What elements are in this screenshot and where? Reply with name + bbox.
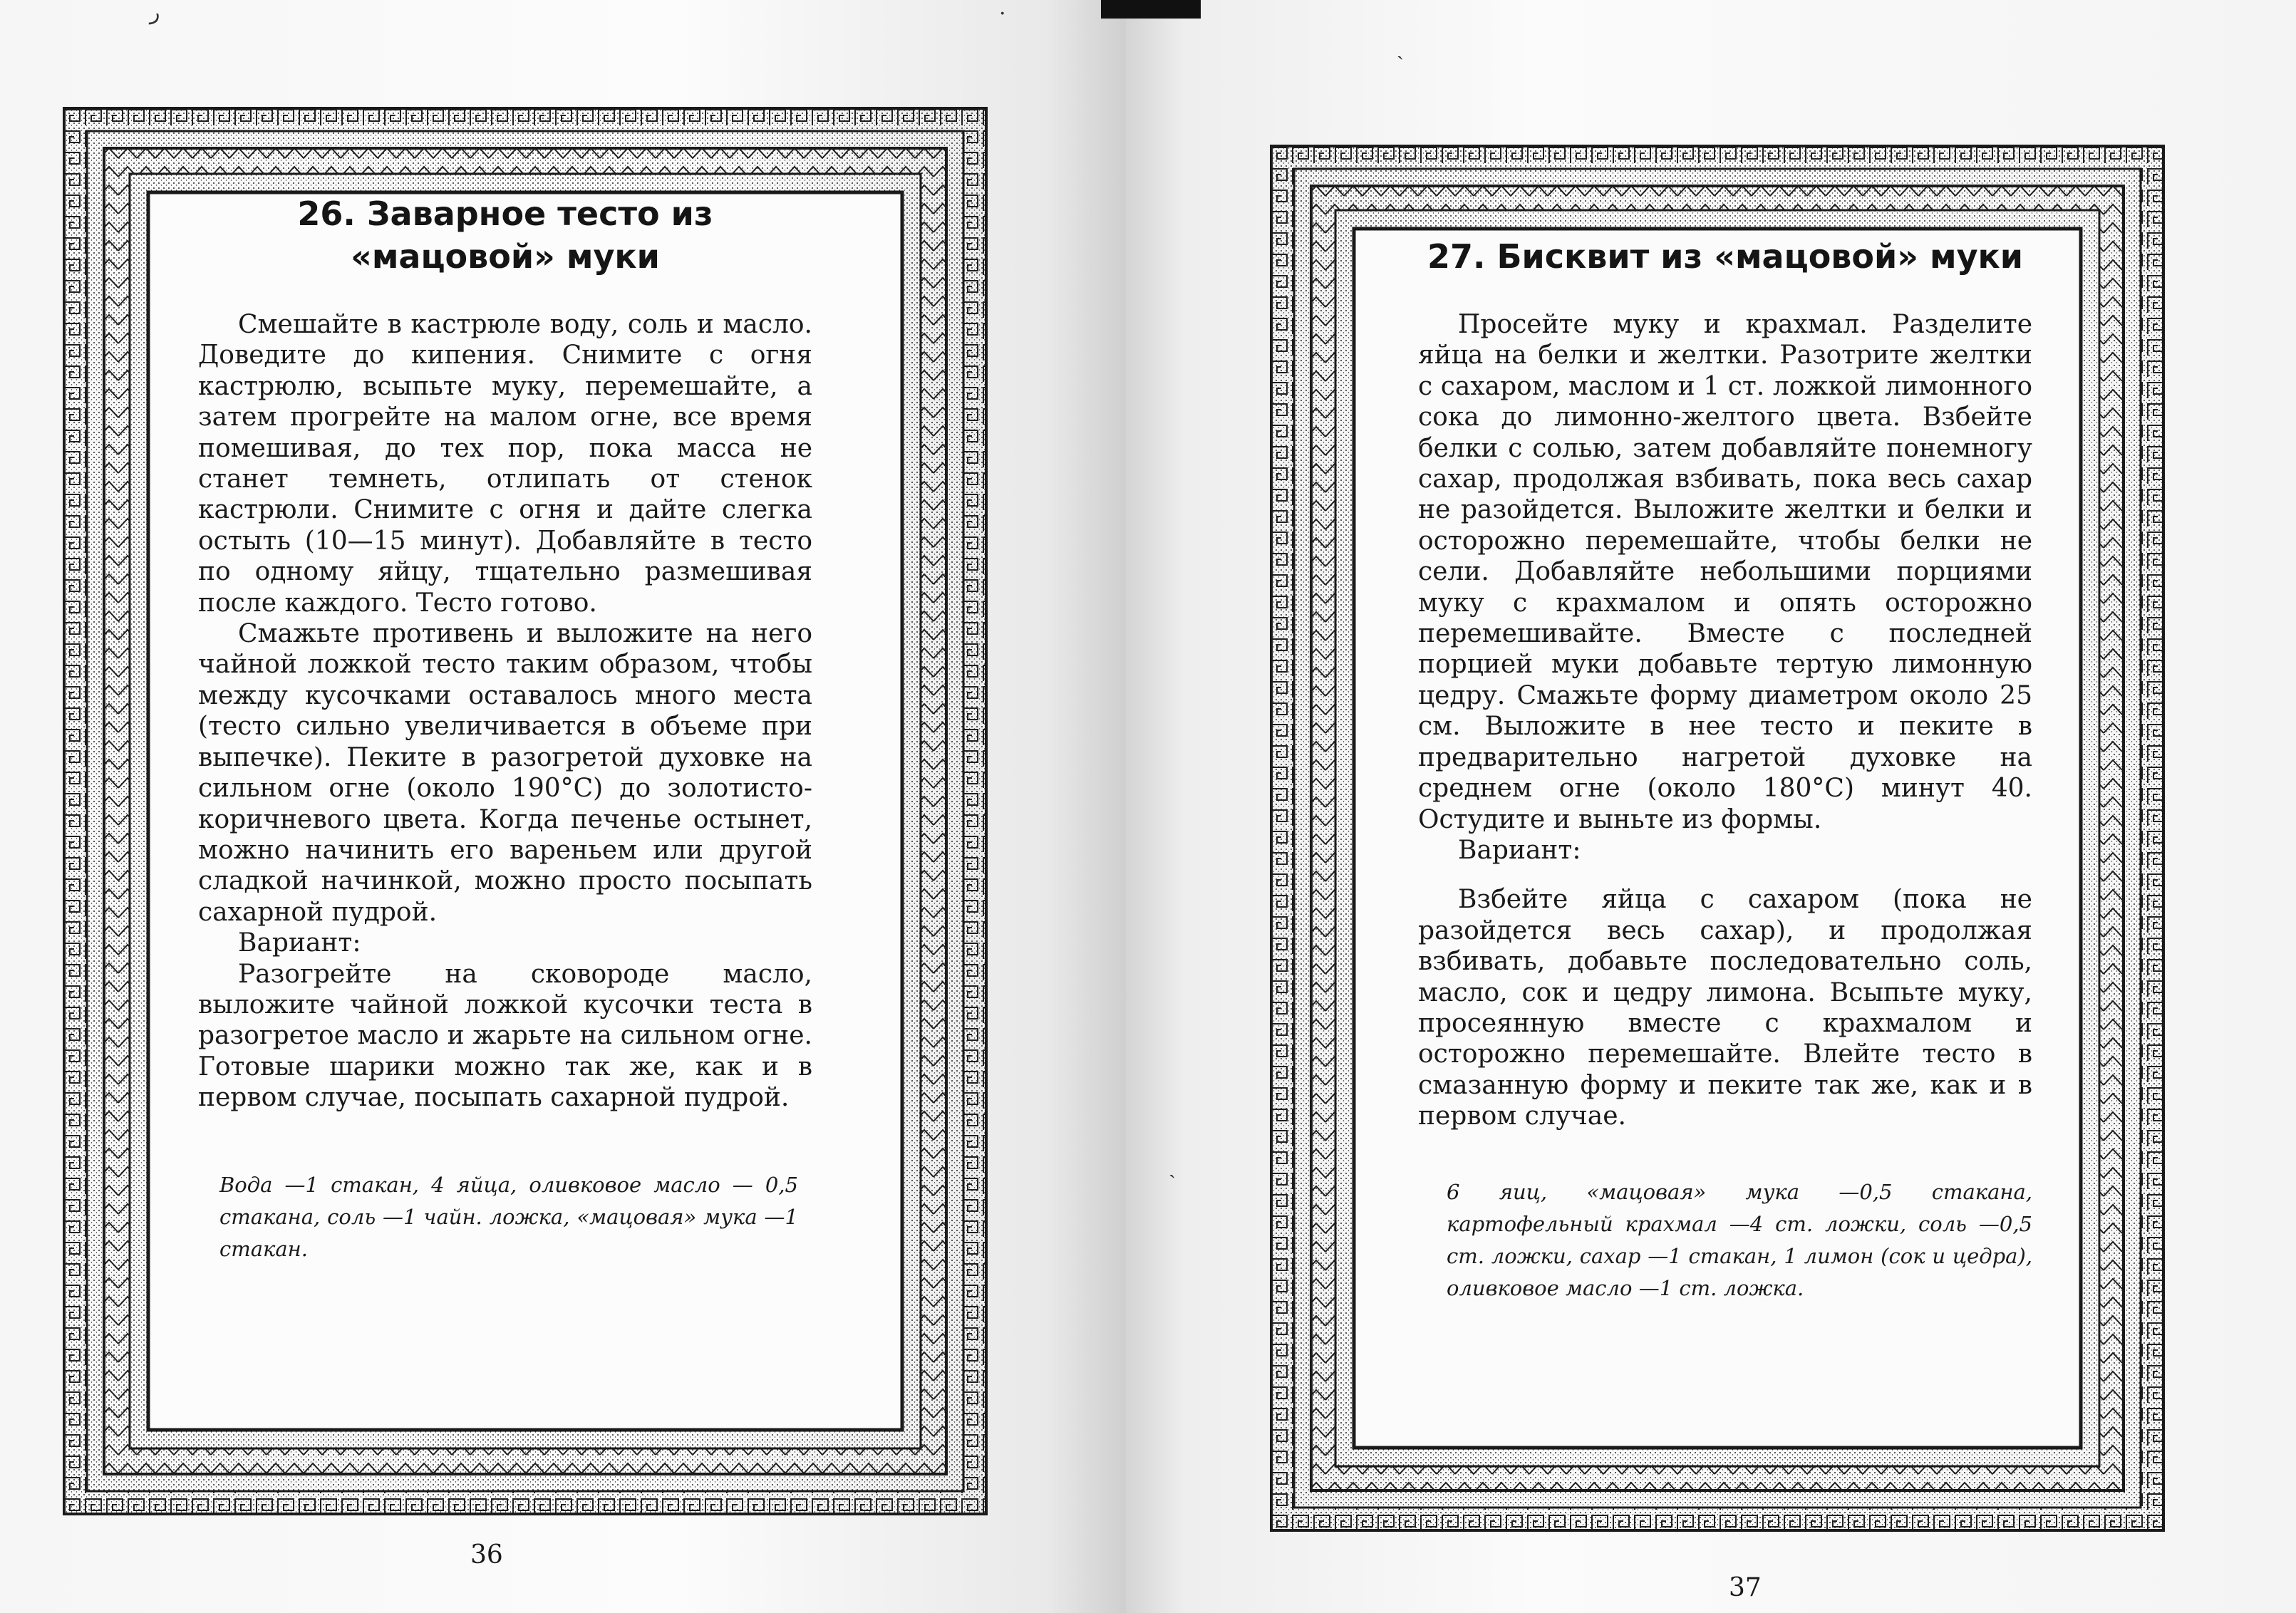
- recipe-paragraph: Смешайте в кастрюле воду, соль и масло. Доведите до кипения. Снимите с огня кастрюлю, всыпьте муку, перемешайте, а затем прогрейте на малом огне, все время помешивая, до тех пор, пока масса не станет темнеть, отлипать от стенок кастрюли. Снимите с огня и дайте слегка остыть (10—15 минут). Добавляйте в тесто по одному яйцу, тщательно размешивая после каждого. Тесто готово.: [198, 310, 812, 618]
- scan-speck: ˏ: [1169, 1154, 1176, 1179]
- ingredients-list: Вода —1 стакан, 4 яйца, оливковое масло — 0,5 стакана, соль —1 чайн. ложка, «мацовая» мука —1 стакан.: [219, 1172, 798, 1261]
- page-number: 37: [1729, 1573, 1762, 1602]
- variant-paragraph: Взбейте яйца с сахаром (пока не разойдется весь сахар), и продолжая взбивать, добавьте последовательно соль, масло, сок и цедру лимона. Всыпьте муку, просеянную вместе с крахмалом и осторожно перемешайте. Влейте тесто в смазанную форму и пеките так же, как и в первом случае.: [1418, 885, 2032, 1131]
- variant-paragraph: Разогрейте на сковороде масло, выложите чайной ложкой кусочки теста в разогретое масло и жарьте на сильном огне. Готовые шарики можно так же, как и в первом случае, посыпать сахарной пудрой.: [198, 959, 812, 1113]
- recipe-paragraph: Смажьте противень и выложите на него чайной ложкой тесто таким образом, чтобы между кусочками оставалось много места (тесто сильно увеличивается в объеме при выпечке). Пеките в разогретой духовке на сильном огне (около 190°С) до золотисто-коричневого цвета. Когда печенье остынет, можно начинить его вареньем или другой сладкой начинкой, можно просто посыпать сахарной пудрой.: [198, 619, 812, 927]
- scan-speck: ˎ: [1397, 36, 1404, 61]
- variant-label: Вариант:: [1458, 835, 1581, 865]
- recipe-title: 26. Заварное тесто из «мацовой» муки: [297, 195, 713, 276]
- recipe-title: 27. Бисквит из «мацовой» муки: [1427, 237, 2024, 276]
- recipe-paragraph: Просейте муку и крахмал. Разделите яйца на белки и желтки. Разотрите желтки с сахаром, маслом и 1 ст. ложкой лимонного сока до лимонно-желтого цвета. Взбейте белки с солью, затем добавляйте понемногу сахар, продолжая взбивать, пока весь сахар не разойдется. Выложите желтки и белки и осторожно перемешайте, чтобы белки не сели. Добавляйте небольшими порциями муку с крахмалом и опять осторожно перемешивайте. Вместе с последней порцией муки добавьте тертую лимонную цедру. Смажьте форму диаметром около 25 см. Выложите в нее тесто и пеките в предварительно нагретой духовке на среднем огне (около 180°С) минут 40. Остудите и выньте из формы.: [1418, 310, 2032, 834]
- ingredients-list: 6 яиц, «мацовая» мука —0,5 стакана, картофельный крахмал —4 ст. ложки, соль —0,5 ст. ложки, сахар —1 стакан, 1 лимон (сок и цедра), оливковое масло —1 ст. ложка.: [1447, 1179, 2032, 1300]
- scan-speck: ·: [999, 1, 1006, 26]
- left-page-content: [198, 192, 812, 1265]
- variant-label: Вариант:: [238, 928, 361, 958]
- page-number: 36: [470, 1540, 503, 1570]
- right-page-content: [1418, 235, 2032, 1305]
- book-gutter-shadow: [1101, 0, 1201, 19]
- scan-speck: ر: [150, 0, 160, 25]
